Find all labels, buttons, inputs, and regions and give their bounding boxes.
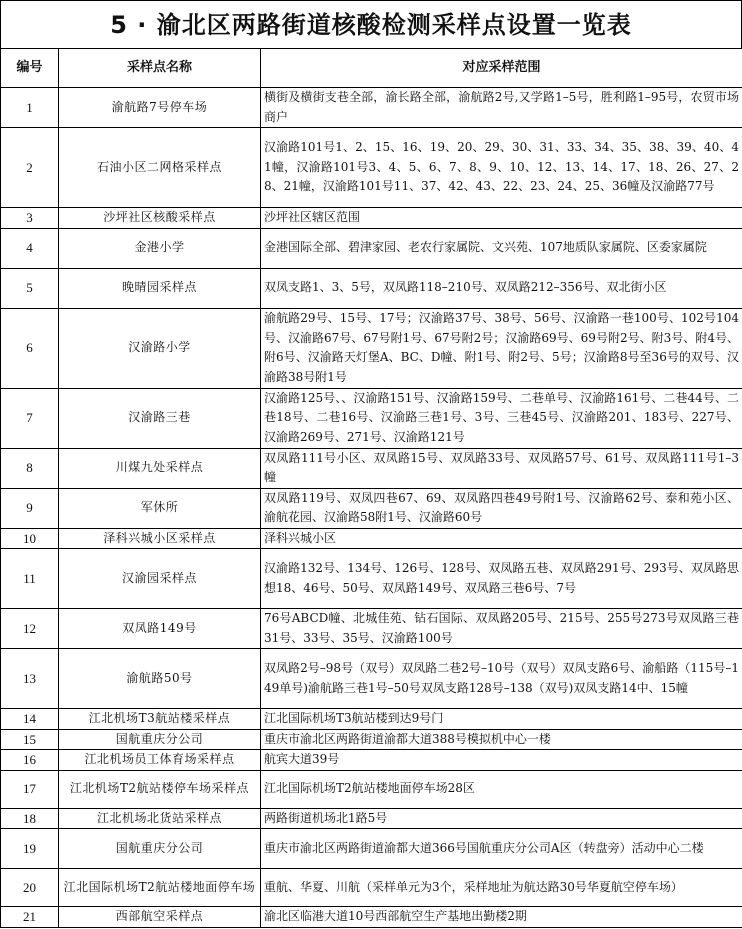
row-site-name: 川煤九处采样点: [59, 448, 261, 488]
row-site-name: 西部航空采样点: [59, 907, 261, 928]
table-row: [1, 128, 742, 208]
row-site-name: 江北机场员工体育场采样点: [59, 750, 261, 771]
row-site-name: 渝航路50号: [59, 649, 261, 709]
row-number: 14: [1, 709, 59, 730]
table-row: [1, 208, 742, 229]
row-sampling-range: 渝航路29号、15号、17号；汉渝路37号、38号、56号、汉渝路一巷100号、102号104号、汉渝路67号、67号附1号、67号附2号；汉渝路69号、69号附2号、附3号、附4号、附6号、汉渝路天灯堡A、BC、D幢、附1号、附2号、5号；汉渝路8号至36号的双号、汉渝路38号附1号: [261, 308, 742, 388]
header-range: 对应采样范围: [261, 49, 742, 88]
row-number: 21: [1, 907, 59, 928]
row-sampling-range: 汉渝路125号、、汉渝路151号、汉渝路159号、二巷单号、汉渝路161号、二巷44号、二巷18号、二巷16号、汉渝路三巷1号、3号、三巷45号、汉渝路201、183号、227号、汉渝路269号、271号、汉渝路121号: [261, 388, 742, 448]
row-sampling-range: 汉渝路101号1、2、15、16、19、20、29、30、31、33、34、35、38、39、40、41幢，汉渝路101号3、4、5、6、7、8、9、10、12、13、14、17、18、26、27、28、21幢，汉渝路101号11、37、42、43、22、23、24、25、36幢及汉渝路77号: [261, 128, 742, 208]
table-row: [1, 750, 742, 771]
row-sampling-range: 76号ABCD幢、北城佳苑、钻石国际、双凤路205号、215号、255号273号双凤路三巷31号、33号、35号、汉渝路100号: [261, 609, 742, 649]
row-site-name: 国航重庆分公司: [59, 829, 261, 869]
row-number: 15: [1, 729, 59, 750]
row-site-name: 江北机场北货站采样点: [59, 808, 261, 829]
row-sampling-range: 重庆市渝北区两路街道渝都大道366号国航重庆分公司A区（转盘旁）活动中心二楼: [261, 829, 742, 869]
row-number: 12: [1, 609, 59, 649]
row-sampling-range: 两路街道机场北1路5号: [261, 808, 742, 829]
table-row: [1, 549, 742, 609]
row-sampling-range: 航宾大道39号: [261, 750, 742, 771]
row-sampling-range: 重庆市渝北区两路街道渝都大道388号模拟机中心一楼: [261, 729, 742, 750]
row-site-name: 汉渝园采样点: [59, 549, 261, 609]
row-site-name: 金港小学: [59, 228, 261, 268]
table-row: [1, 709, 742, 730]
row-sampling-range: 重航、华夏、川航（采样单元为3个，采样地址为航达路30号华夏航空停车场）: [261, 869, 742, 907]
row-sampling-range: 金港国际全部、碧津家园、老农行家属院、文兴苑、107地质队家属院、区委家属院: [261, 228, 742, 268]
table-row: [1, 808, 742, 829]
row-sampling-range: 泽科兴城小区: [261, 528, 742, 549]
table-row: [1, 308, 742, 388]
table-row: [1, 388, 742, 448]
row-number: 13: [1, 649, 59, 709]
row-number: 10: [1, 528, 59, 549]
row-number: 8: [1, 448, 59, 488]
row-number: 2: [1, 128, 59, 208]
row-sampling-range: 双凤路111号小区、双凤路15号、双凤路33号、双凤路57号、61号、双凤路111号1–3幢: [261, 448, 742, 488]
row-site-name: 双凤路149号: [59, 609, 261, 649]
table-row: [1, 448, 742, 488]
table-row: [1, 770, 742, 808]
row-number: 5: [1, 268, 59, 308]
header-site: 采样点名称: [59, 49, 261, 88]
row-number: 9: [1, 488, 59, 528]
row-number: 16: [1, 750, 59, 771]
row-site-name: 渝航路7号停车场: [59, 88, 261, 128]
row-number: 19: [1, 829, 59, 869]
row-number: 11: [1, 549, 59, 609]
table-row: [1, 528, 742, 549]
row-number: 3: [1, 208, 59, 229]
row-number: 7: [1, 388, 59, 448]
table-row: [1, 829, 742, 869]
table-row: [1, 228, 742, 268]
row-site-name: 江北机场T2航站楼停车场采样点: [59, 770, 261, 808]
row-sampling-range: 横街及横街支巷全部，渝长路全部，渝航路2号,又学路1–5号，胜利路1–95号，农贸市场商户: [261, 88, 742, 128]
header-num: 编号: [1, 49, 59, 88]
row-number: 20: [1, 869, 59, 907]
row-site-name: 沙坪社区核酸采样点: [59, 208, 261, 229]
page-title: 5 · 渝北区两路街道核酸检测采样点设置一览表: [0, 0, 742, 48]
row-site-name: 汉渝路三巷: [59, 388, 261, 448]
row-sampling-range: 沙坪社区辖区范围: [261, 208, 742, 229]
row-number: 6: [1, 308, 59, 388]
sampling-sites-table: [0, 48, 742, 928]
row-site-name: 国航重庆分公司: [59, 729, 261, 750]
row-sampling-range: 双凤支路1、3、5号，双凤路118–210号、双凤路212–356号、双北街小区: [261, 268, 742, 308]
table-row: [1, 88, 742, 128]
row-number: 4: [1, 228, 59, 268]
row-number: 1: [1, 88, 59, 128]
table-row: [1, 907, 742, 928]
row-number: 18: [1, 808, 59, 829]
row-sampling-range: 双凤路2号–98号（双号）双凤路二巷2号–10号（双号）双凤支路6号、渝船路（115号–149单号)渝航路三巷1号–50号双凤支路128号–138（双号)双凤支路14中、15幢: [261, 649, 742, 709]
row-site-name: 石油小区二网格采样点: [59, 128, 261, 208]
row-site-name: 汉渝路小学: [59, 308, 261, 388]
table-row: [1, 869, 742, 907]
row-sampling-range: 汉渝路132号、134号、126号、128号、双凤路五巷、双凤路291号、293号、双凤路思想18、46号、50号、双凤路149号、双凤路三巷6号、7号: [261, 549, 742, 609]
row-site-name: 江北机场T3航站楼采样点: [59, 709, 261, 730]
table-row: [1, 609, 742, 649]
table-row: [1, 649, 742, 709]
row-number: 17: [1, 770, 59, 808]
row-site-name: 江北国际机场T2航站楼地面停车场: [59, 869, 261, 907]
row-sampling-range: 江北国际机场T2航站楼地面停车场28区: [261, 770, 742, 808]
table-header-row: [1, 49, 742, 88]
row-site-name: 泽科兴城小区采样点: [59, 528, 261, 549]
table-row: [1, 729, 742, 750]
table-row: [1, 268, 742, 308]
row-sampling-range: 江北国际机场T3航站楼到达9号门: [261, 709, 742, 730]
row-site-name: 军休所: [59, 488, 261, 528]
row-sampling-range: 双凤路119号、双凤四巷67、69、双凤路四巷49号附1号、汉渝路62号、泰和苑小区、渝航花园、汉渝路58附1号、汉渝路60号: [261, 488, 742, 528]
table-row: [1, 488, 742, 528]
row-site-name: 晚晴园采样点: [59, 268, 261, 308]
row-sampling-range: 渝北区临港大道10号西部航空生产基地出勤楼2期: [261, 907, 742, 928]
